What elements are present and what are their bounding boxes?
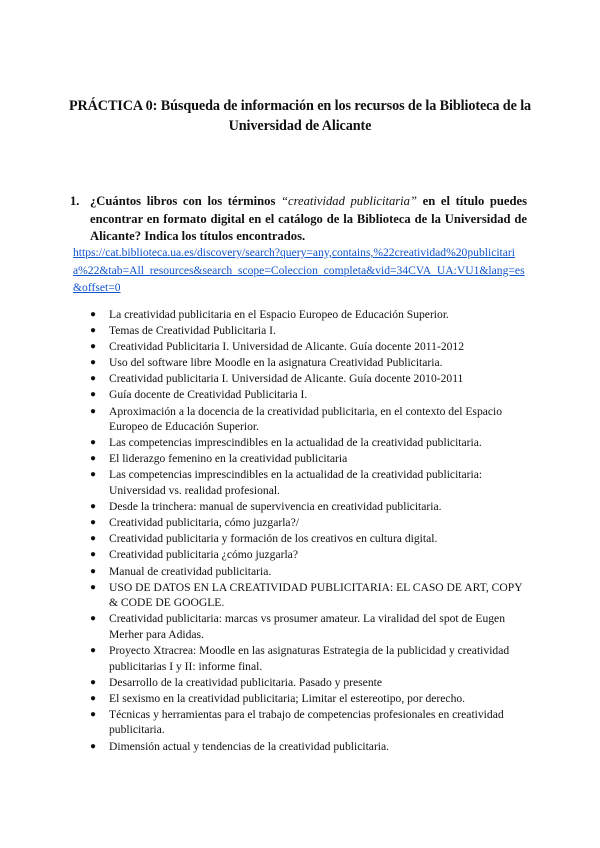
list-item xyxy=(90,435,534,451)
list-item-text: Temas de Creatividad Publicitaria I. xyxy=(109,324,276,338)
list-item xyxy=(90,467,534,498)
bullet-icon: ● xyxy=(90,676,97,688)
list-item-text: Desde la trinchera: manual de supervivencia en creatividad publicitaria. xyxy=(109,500,442,514)
list-item xyxy=(90,564,534,580)
bullet-icon: ● xyxy=(90,469,97,481)
bullet-icon: ● xyxy=(90,565,97,577)
bullet-icon: ● xyxy=(90,501,97,513)
list-item xyxy=(90,371,534,387)
bullet-icon: ● xyxy=(90,405,97,417)
list-item xyxy=(90,339,534,355)
list-item-text: Desarrollo de la creatividad publicitaria. Pasado y presente xyxy=(109,675,382,689)
bullet-icon: ● xyxy=(90,389,97,401)
list-item xyxy=(90,739,534,755)
list-item xyxy=(90,387,534,403)
list-item-text: El sexismo en la creatividad publicitaria; Limitar el estereotipo, por derecho. xyxy=(109,691,466,705)
list-item xyxy=(90,515,534,531)
bullet-icon: ● xyxy=(90,644,97,656)
list-item xyxy=(90,691,534,707)
results-list xyxy=(90,307,534,755)
list-item-text: Creatividad publicitaria, cómo juzgarla?/ xyxy=(109,516,299,530)
list-item xyxy=(90,531,534,547)
list-item xyxy=(90,611,534,642)
list-item-text: Creatividad publicitaria y formación de los creativos en cultura digital. xyxy=(109,532,438,546)
bullet-icon: ● xyxy=(90,357,97,369)
bullet-icon: ● xyxy=(90,740,97,752)
list-item xyxy=(90,355,534,371)
page-title: PRÁCTICA 0: Búsqueda de información en los recursos de la Biblioteca de la Universidad de Alicante xyxy=(68,98,532,134)
list-item xyxy=(90,707,534,738)
list-item xyxy=(90,547,534,563)
question-text-before: ¿Cuántos libros con los términos xyxy=(90,194,281,208)
question-text-after: en el título puedes encontrar en formato digital en el catálogo de la Biblioteca de la Universidad de Alicante? Indica los títulos encontrados. xyxy=(90,194,528,243)
list-item-text: Dimensión actual y tendencias de la creatividad publicitaria. xyxy=(109,739,390,753)
bullet-icon: ● xyxy=(90,325,97,337)
bullet-icon: ● xyxy=(90,341,97,353)
question-search-term: “creatividad publicitaria” xyxy=(280,194,417,208)
list-item-text: Guía docente de Creatividad Publicitaria I. xyxy=(109,388,308,402)
bullet-icon: ● xyxy=(90,373,97,385)
list-item xyxy=(90,404,534,435)
list-item-text: Creatividad publicitaria ¿cómo juzgarla? xyxy=(109,548,298,562)
bullet-icon: ● xyxy=(90,437,97,449)
list-item xyxy=(90,675,534,691)
bullet-icon: ● xyxy=(90,613,97,625)
list-item-text: Creatividad publicitaria I. Universidad de Alicante. Guía docente 2010-2011 xyxy=(109,372,464,386)
search-url-link[interactable]: https://cat.biblioteca.ua.es/discovery/search?query=any,contains,%22creatividad%20publicitaria%22&tab=All_resources&search_scope=Coleccion_completa&vid=34CVA_UA:VU1&lang=es&offset=0 xyxy=(73,246,525,294)
bullet-icon: ● xyxy=(90,708,97,720)
question-1 xyxy=(70,193,528,246)
bullet-icon: ● xyxy=(90,533,97,545)
list-item xyxy=(90,323,534,339)
bullet-icon: ● xyxy=(90,692,97,704)
list-item xyxy=(90,499,534,515)
list-item-text: Creatividad publicitaria: marcas vs prosumer amateur. La viralidad del spot de Eugen Merher para Adidas. xyxy=(109,612,505,641)
bullet-icon: ● xyxy=(90,581,97,593)
question-number: 1. xyxy=(70,194,80,208)
bullet-icon: ● xyxy=(90,453,97,465)
list-item-text: Aproximación a la docencia de la creatividad publicitaria, en el contexto del Espacio Europeo de Educación Superior. xyxy=(109,404,503,434)
list-item xyxy=(90,643,534,674)
list-item-text: Las competencias imprescindibles en la actualidad de la creatividad publicitaria. xyxy=(109,436,482,450)
list-item-text: El liderazgo femenino en la creatividad publicitaria xyxy=(109,452,348,466)
list-item xyxy=(90,580,534,611)
list-item-text: La creatividad publicitaria en el Espacio Europeo de Educación Superior. xyxy=(109,308,449,321)
list-item-text: Proyecto Xtracrea: Moodle en las asignaturas Estrategia de la publicidad y creatividad publicitarias I y II: informe final. xyxy=(109,643,510,673)
list-item xyxy=(90,451,534,467)
list-item-text: Las competencias imprescindibles en la actualidad de la creatividad publicitaria: Universidad vs. realidad profesional. xyxy=(109,468,483,498)
list-item xyxy=(90,307,534,323)
list-item-text: USO DE DATOS EN LA CREATIVIDAD PUBLICITARIA: EL CASO DE ART, COPY & CODE DE GOOGLE. xyxy=(109,580,523,610)
list-item-text: Técnicas y herramientas para el trabajo de competencias profesionales en creatividad publicitaria. xyxy=(109,707,504,737)
list-item-text: Uso del software libre Moodle en la asignatura Creatividad Publicitaria. xyxy=(109,356,443,370)
list-item-text: Manual de creatividad publicitaria. xyxy=(109,564,272,578)
bullet-icon: ● xyxy=(90,309,97,320)
list-item-text: Creatividad Publicitaria I. Universidad de Alicante. Guía docente 2011-2012 xyxy=(109,340,465,354)
bullet-icon: ● xyxy=(90,549,97,561)
bullet-icon: ● xyxy=(90,517,97,529)
